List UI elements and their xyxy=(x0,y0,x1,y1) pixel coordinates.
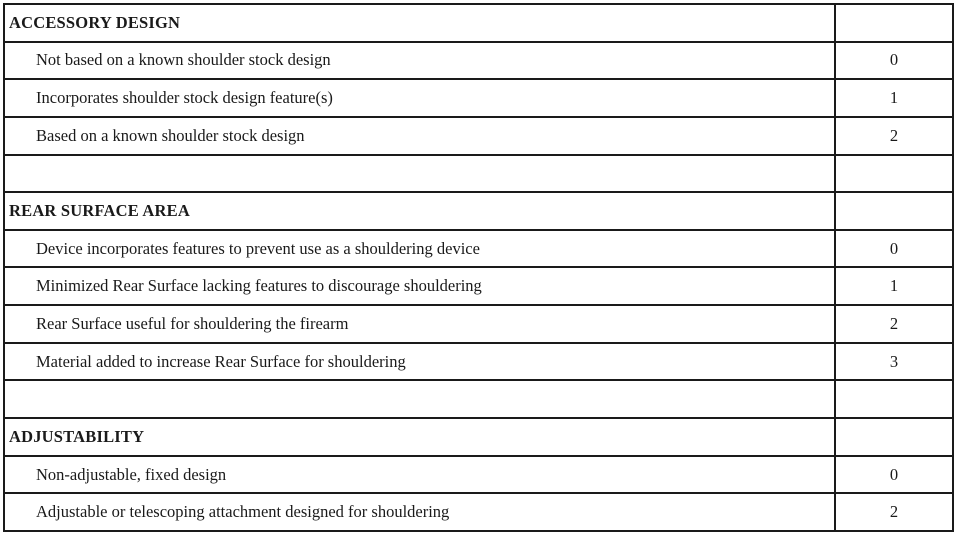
spacer-cell xyxy=(835,155,953,193)
spacer-row xyxy=(4,380,953,418)
table-row xyxy=(4,117,953,155)
criterion-label: Minimized Rear Surface lacking features to discourage shouldering xyxy=(4,267,835,305)
criterion-label: Based on a known shoulder stock design xyxy=(4,117,835,155)
criterion-label: Incorporates shoulder stock design feature(s) xyxy=(4,79,835,117)
criterion-label: Device incorporates features to prevent use as a shouldering device xyxy=(4,230,835,268)
table-row xyxy=(4,79,953,117)
table-row xyxy=(4,267,953,305)
table-row xyxy=(4,343,953,381)
score-value: 3 xyxy=(835,343,953,381)
section-header: ACCESSORY DESIGN xyxy=(4,4,835,42)
section-header: ADJUSTABILITY xyxy=(4,418,835,456)
spacer-cell xyxy=(835,380,953,418)
score-value: 0 xyxy=(835,230,953,268)
scoring-table xyxy=(3,3,954,532)
criterion-label: Not based on a known shoulder stock design xyxy=(4,42,835,80)
score-value: 1 xyxy=(835,79,953,117)
section-header-row xyxy=(4,192,953,230)
criterion-label: Adjustable or telescoping attachment designed for shouldering xyxy=(4,493,835,531)
score-value: 0 xyxy=(835,42,953,80)
section-header-row xyxy=(4,418,953,456)
section-header: REAR SURFACE AREA xyxy=(4,192,835,230)
score-cell-empty xyxy=(835,192,953,230)
section-header-row xyxy=(4,4,953,42)
score-value: 2 xyxy=(835,117,953,155)
score-value: 2 xyxy=(835,305,953,343)
score-cell-empty xyxy=(835,4,953,42)
spacer-cell xyxy=(4,380,835,418)
score-value: 0 xyxy=(835,456,953,494)
criterion-label: Non-adjustable, fixed design xyxy=(4,456,835,494)
spacer-cell xyxy=(4,155,835,193)
table-row xyxy=(4,230,953,268)
score-value: 1 xyxy=(835,267,953,305)
table-row xyxy=(4,305,953,343)
table-row xyxy=(4,456,953,494)
criterion-label: Material added to increase Rear Surface for shouldering xyxy=(4,343,835,381)
score-value: 2 xyxy=(835,493,953,531)
table-row xyxy=(4,42,953,80)
score-cell-empty xyxy=(835,418,953,456)
criterion-label: Rear Surface useful for shouldering the firearm xyxy=(4,305,835,343)
spacer-row xyxy=(4,155,953,193)
table-row xyxy=(4,493,953,531)
